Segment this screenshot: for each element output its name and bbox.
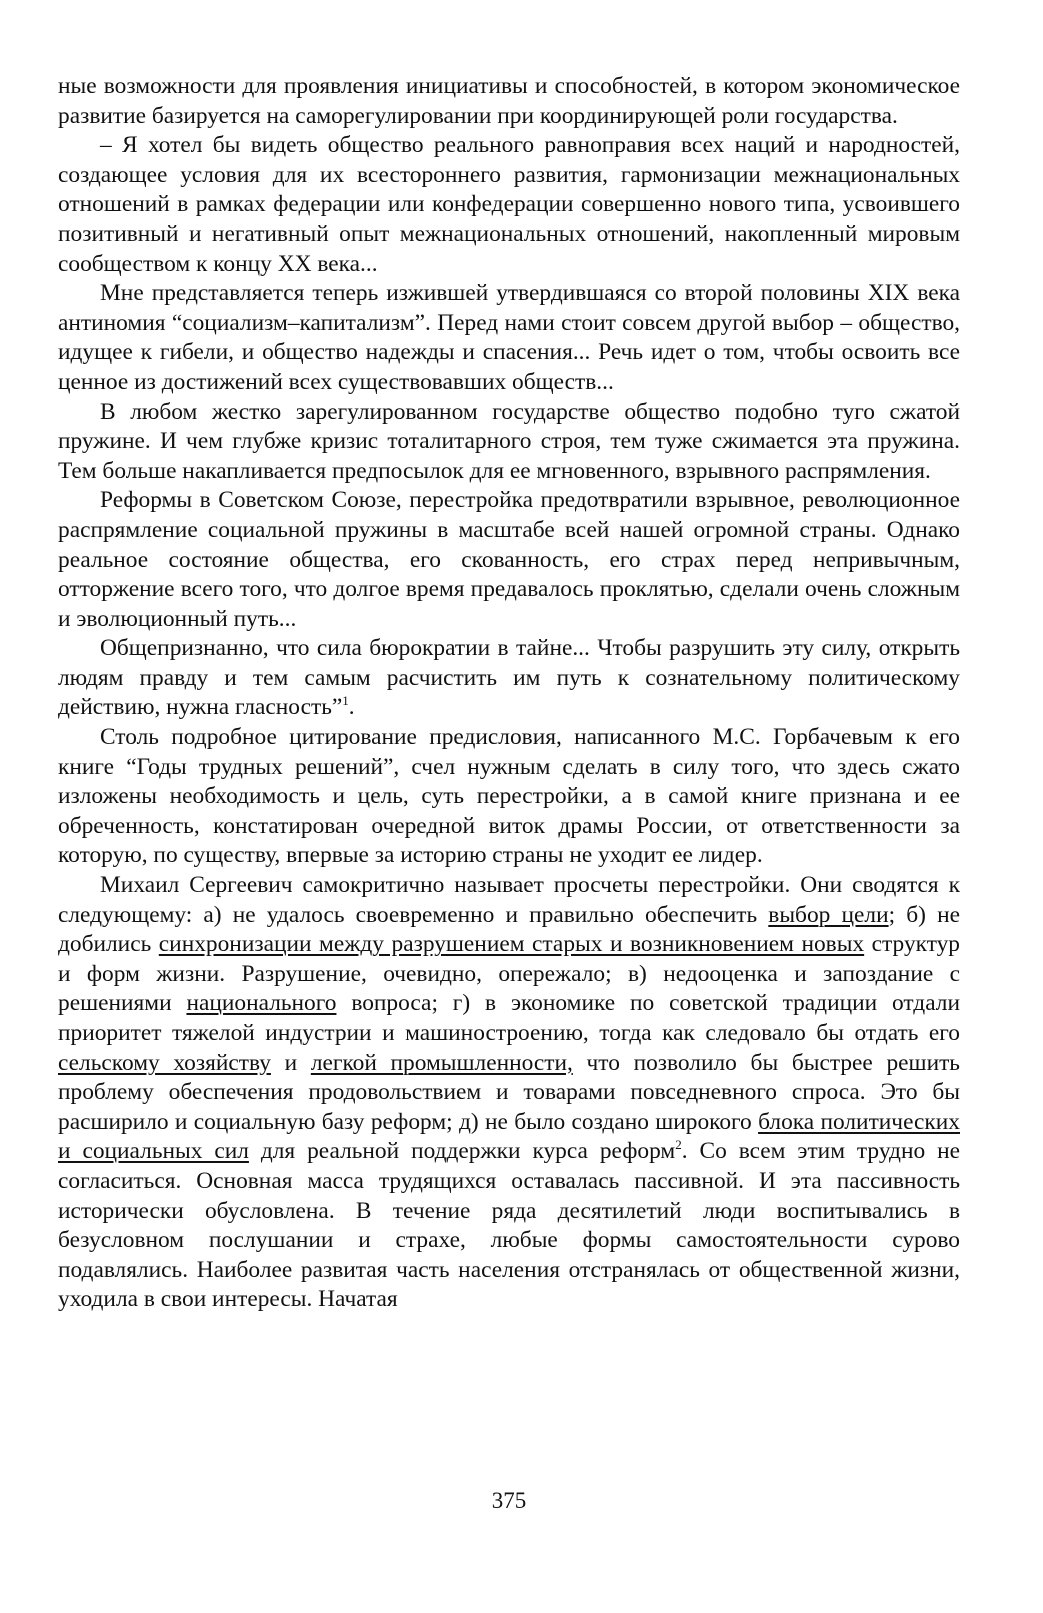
text-run: В любом жестко зарегулированном государстве общество подобно туго сжатой пружине. И чем глубже кризис тоталитарного строя, тем туже сжимается эта пружина. Тем больше накапливается предпосылок для ее мгновенного, взрывного распрямления. [58, 398, 960, 484]
text-run: вопроса; г) в экономике по советской традиции отдали приоритет тяжелой индустрии и машиностроению, тогда как следовало бы отдать его [58, 990, 960, 1046]
text-run: Реформы в Советском Союзе, перестройка предотвратили взрывное, революционное распрямление социальной пружины в масштабе всей нашей огромной страны. Однако реальное состояние общества, его скованность, его страх перед непривычным, отторжение всего того, что долгое время предавалось проклятью, сделали очень сложным и эволюционный путь... [58, 487, 960, 632]
text-run: и [270, 1049, 311, 1076]
underlined-phrase: блока политических и социальных сил [58, 1108, 960, 1165]
text-run: Михаил Сергеевич самокритично называет просчеты перестройки. Они сводятся к следующему: а) не удалось своевременно и правильно обеспечить [58, 872, 960, 928]
page-body [58, 72, 960, 1592]
underlined-phrase: легкой промышленности, [310, 1049, 573, 1076]
footnote-marker: 1 [342, 693, 349, 709]
text-run: Общепризнанно, что сила бюрократии в тайне... Чтобы разрушить эту силу, открыть людям правду и тем самым расчистить им путь к сознательному политическому действию, нужна гласность” [58, 635, 960, 721]
footnote-marker: 2 [675, 1137, 682, 1153]
text-run: Мне представляется теперь изжившей утвердившаяся со второй половины XIX века антиномия “социализм–капитализм”. Перед нами стоит совсем другой выбор – общество, идущее к гибели, и общество надежды и спасения... Речь идет о том, чтобы освоить все ценное из достижений всех существовавших обществ... [58, 280, 960, 395]
text-run: Столь подробное цитирование предисловия, написанного М.С. Горбачевым к его книге “Годы трудных решений”, счел нужным сделать в силу того, что здесь сжато изложены необходимость и цель, суть перестройки, а в самой книге признана и ее обреченность, констатирован очередной виток драмы России, от ответственности за которую, по существу, впервые за историю страны не уходит ее лидер. [58, 724, 960, 869]
text-run: ; б) не добились [58, 901, 960, 958]
underlined-phrase: выбор цели [768, 901, 889, 928]
text-run: – Я хотел бы видеть общество реального равноправия всех наций и народностей, создающее условия для их всестороннего развития, гармонизации межнациональных отношений в рамках федерации или конфедерации совершенно нового типа, усвоившего позитивный и негативный опыт межнациональных отношений, накопленный мировым сообществом к концу XX века... [58, 132, 960, 277]
paragraph [58, 398, 960, 487]
page-number: 375 [491, 1488, 527, 1513]
text-column [58, 72, 960, 1315]
text-run: для реальной поддержки курса реформ [248, 1138, 676, 1165]
underlined-phrase: национального [186, 990, 337, 1017]
paragraph [58, 634, 960, 723]
text-run: что позволило бы быстрее решить проблему обеспечения продовольствием и товарами повседневного спроса. Это бы расширило и социальную базу реформ; д) не было создано широкого [58, 1049, 960, 1135]
paragraph [58, 486, 960, 634]
paragraph [58, 279, 960, 397]
underlined-phrase: сельскому хозяйству [58, 1049, 271, 1076]
text-run: . [348, 694, 355, 721]
paragraph [58, 72, 960, 131]
text-run: структур и форм жизни. Разрушение, очевидно, опережало; в) недооценка и запоздание с решениями [58, 931, 960, 1017]
paragraph [58, 871, 960, 1315]
paragraph [58, 723, 960, 871]
text-run: ные возможности для проявления инициативы и способностей, в котором экономическое развитие базируется на саморегулировании при координирующей роли государства. [58, 73, 960, 129]
text-run: . Со всем этим трудно не согласиться. Основная масса трудящихся оставалась пассивной. И эта пассивность исторически обусловлена. В течение ряда десятилетий люди воспитывались в безусловном послушании и страхе, любые формы самостоятельности сурово подавлялись. Наиболее развитая часть населения отстранялась от общественной жизни, уходила в свои интересы. Начатая [58, 1138, 960, 1313]
paragraph [58, 131, 960, 279]
underlined-phrase: синхронизации между разрушением старых и возникновением новых [158, 931, 865, 958]
